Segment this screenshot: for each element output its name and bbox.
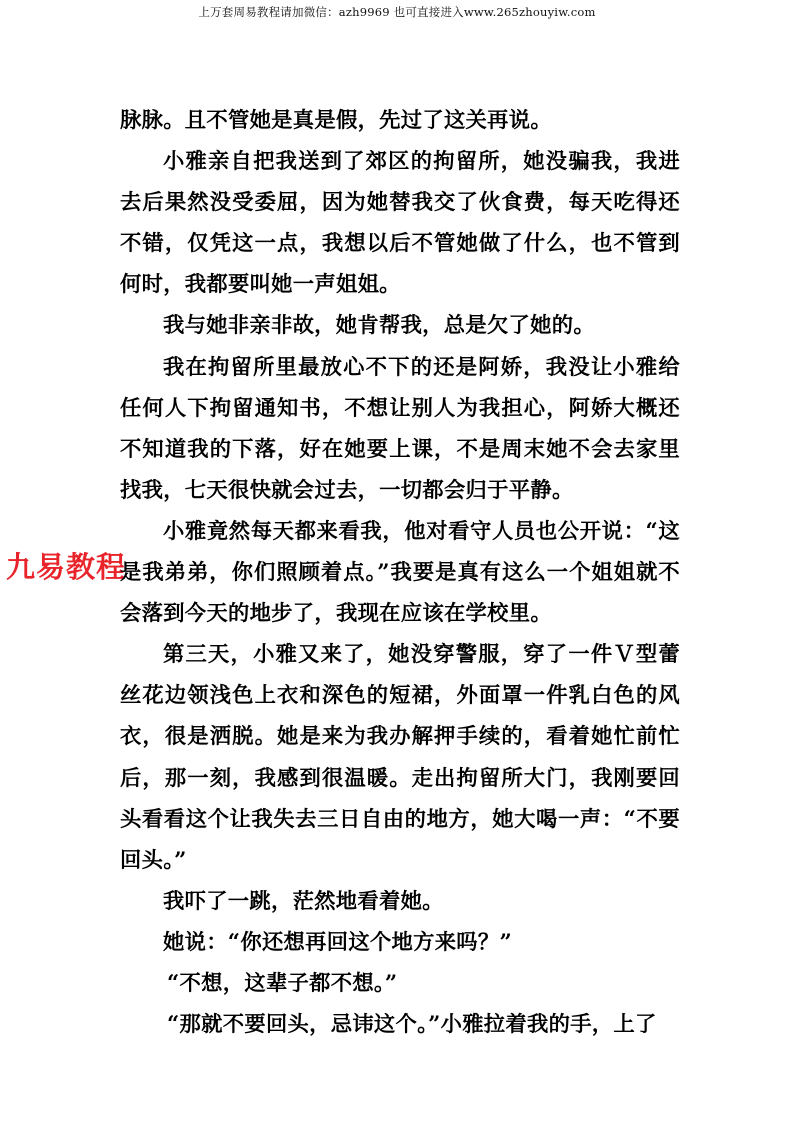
paragraph: 脉脉。且不管她是真是假，先过了这关再说。 bbox=[120, 108, 552, 133]
body-text bbox=[120, 100, 680, 1045]
watermark-logo: 九易教程 bbox=[6, 550, 127, 584]
paragraph: “那就不要回头，忌讳这个。”小雅拉着我的手，上了 bbox=[167, 1012, 657, 1038]
paragraph: 我在拘留所里最放心不下的还是阿娇，我没让小雅给任何人下拘留通知书，不想让别人为我担心，阿娇大概还不知道我的下落，好在她要上课，不是周末她不会去家里找我，七天很快就会过去，一切都会归于平静。 bbox=[120, 354, 680, 503]
paragraph: 我与她非亲非故，她肯帮我，总是欠了她的。 bbox=[163, 313, 595, 339]
paragraph: 她说：“你还想再回这个地方来吗？” bbox=[163, 929, 513, 955]
page-header: 上万套周易教程请加微信：azh9969 也可直接进入www.265zhouyiw.com bbox=[198, 5, 596, 19]
paragraph: 小雅亲自把我送到了郊区的拘留所，她没骗我，我进去后果然没受委屈，因为她替我交了伙食费，每天吃得还不错，仅凭这一点，我想以后不管她做了什么，也不管到何时，我都要叫她一声姐姐。 bbox=[120, 149, 680, 298]
paragraph: 第三天，小雅又来了，她没穿警服，穿了一件Ｖ型蕾丝花边领浅色上衣和深色的短裙，外面罩一件乳白色的风衣，很是洒脱。她是来为我办解押手续的，看着她忙前忙后，那一刻，我感到很温暖。走出拘留所大门，我刚要回头看看这个让我失去三日自由的地方，她大喝一声：“不要回头。” bbox=[120, 642, 680, 873]
paragraph: 小雅竟然每天都来看我，他对看守人员也公开说：“这是我弟弟，你们照顾着点。”我要是真有这么一个姐姐就不会落到今天的地步了，我现在应该在学校里。 bbox=[120, 518, 680, 627]
paragraph: 我吓了一跳，茫然地看着她。 bbox=[163, 888, 444, 914]
paragraph: “不想，这辈子都不想。” bbox=[167, 970, 398, 996]
